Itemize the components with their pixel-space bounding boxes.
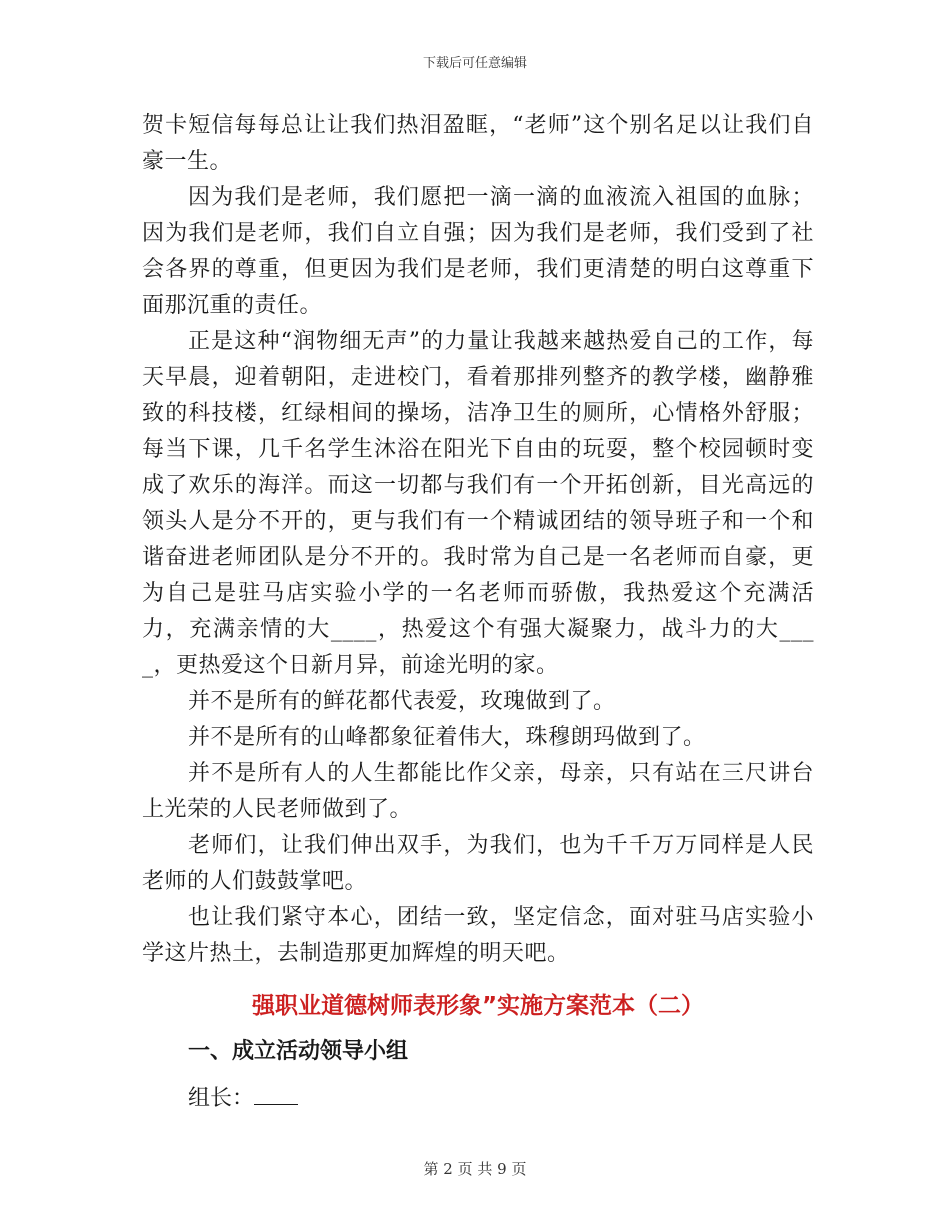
leader-label: 组长： xyxy=(188,1086,255,1111)
leader-field xyxy=(142,1078,814,1119)
paragraph-6: 并不是所有人的人生都能比作父亲，母亲，只有站在三尺讲台上光荣的人民老师做到了。 xyxy=(142,761,814,822)
section-heading: 一、成立活动领导小组 xyxy=(188,1039,409,1064)
document-body xyxy=(142,108,814,1119)
paragraph-3: 正是这种“润物细无声”的力量让我越来越热爱自己的工作，每天早晨，迎着朝阳，走进校门，看着那排列整齐的教学楼，幽静雅致的科技楼，红绿相间的操场，洁净卫生的厕所，心情格外舒服；每当下课，几千名学生沐浴在阳光下自由的玩耍，整个校园顿时变成了欢乐的海洋。而这一切都与我们有一个开拓创新，目光高远的领头人是分不开的，更与我们有一个精诚团结的领导班子和一个和谐奋进老师团队是分不开的。我时常为自己是一名老师而自豪，更为自己是驻马店实验小学的一名老师而骄傲，我热爱这个充满活力，充满亲情的大____，热爱这个有强大凝聚力，战斗力的大____，更热爱这个日新月异，前途光明的家。 xyxy=(142,329,814,678)
page-header: 下载后可任意编辑 xyxy=(422,56,527,71)
section-title: 强职业道德树师表形象”实施方案范本（二） xyxy=(251,993,705,1019)
paragraph-8: 也让我们紧守本心，团结一致，坚定信念，面对驻马店实验小学这片热土，去制造那更加辉煌的明天吧。 xyxy=(142,905,814,966)
leader-blank xyxy=(254,1078,298,1105)
paragraph-5: 并不是所有的山峰都象征着伟大，珠穆朗玛做到了。 xyxy=(188,725,706,750)
paragraph-4: 并不是所有的鲜花都代表爱，玫瑰做到了。 xyxy=(188,689,616,714)
paragraph-7: 老师们，让我们伸出双手，为我们，也为千千万万同样是人民老师的人们鼓鼓掌吧。 xyxy=(142,833,814,894)
paragraph-1: 贺卡短信每每总让让我们热泪盈眶，“老师”这个别名足以让我们自豪一生。 xyxy=(142,113,814,174)
paragraph-2: 因为我们是老师，我们愿把一滴一滴的血液流入祖国的血脉；因为我们是老师，我们自立自强；因为我们是老师，我们受到了社会各界的尊重，但更因为我们是老师，我们更清楚的明白这尊重下面那沉重的责任。 xyxy=(142,185,814,318)
page-footer: 第 2 页 共 9 页 xyxy=(423,1160,527,1178)
